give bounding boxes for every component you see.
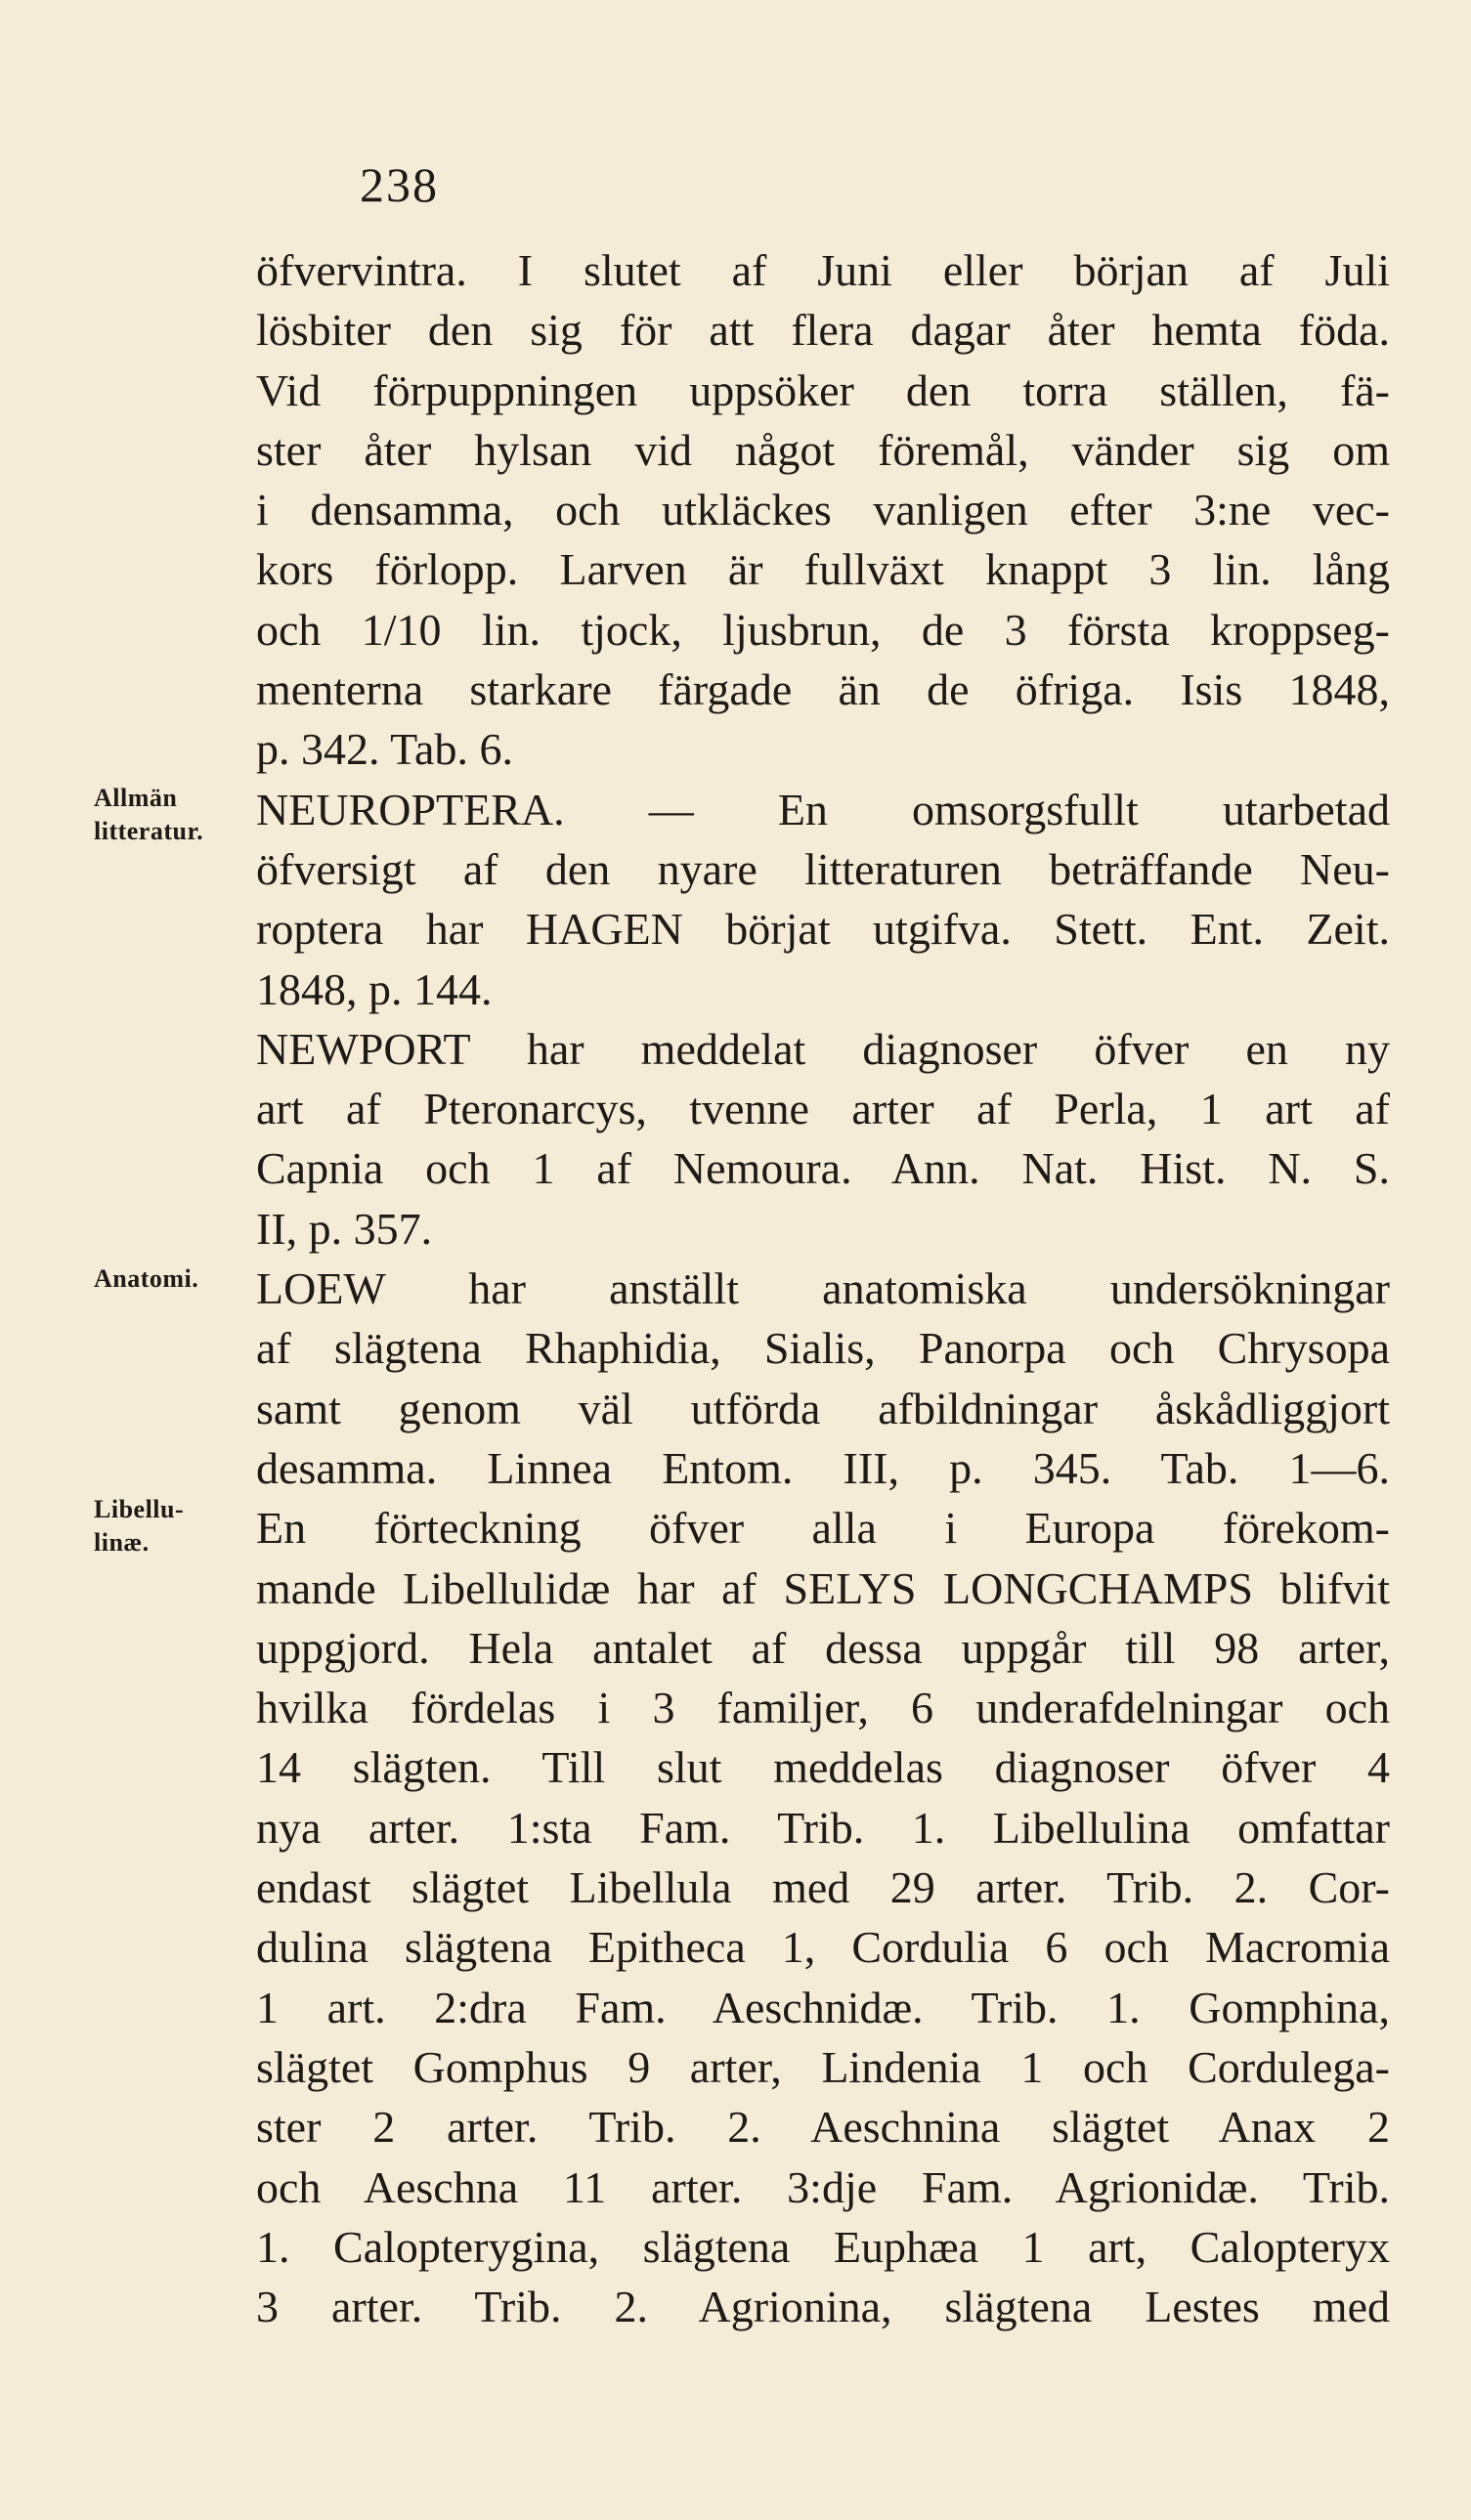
text-line: 1848, p. 144.: [256, 963, 493, 1014]
text-line: öfvervintra. I slutet af Juni eller början af Juli: [256, 245, 1390, 295]
text-line: II, p. 357.: [256, 1203, 433, 1254]
text-line: mande Libellulidæ har af SELYS LONGCHAMPS blifvit: [256, 1562, 1390, 1613]
text-line: 1. Calopterygina, slägtena Euphæa 1 art, Calopteryx: [256, 2221, 1390, 2272]
text-line: hvilka fördelas i 3 familjer, 6 underafdelningar och: [256, 1683, 1390, 1733]
margin-note-libellu-line1: Libellu-: [94, 1495, 185, 1523]
text-line: i densamma, och utkläckes vanligen efter 3:ne vec-: [256, 485, 1390, 535]
text-line: LOEW har anställt anatomiska undersökningar: [256, 1263, 1390, 1314]
margin-note-libellu-line2: linæ.: [94, 1528, 150, 1557]
text-line: af slägtena Rhaphidia, Sialis, Panorpa och Chrysopa: [256, 1323, 1390, 1374]
text-line: nya arter. 1:sta Fam. Trib. 1. Libellulina omfattar: [256, 1802, 1390, 1853]
page-number: 238: [360, 157, 439, 212]
text-line: desamma. Linnea Entom. III, p. 345. Tab. 1—6.: [256, 1442, 1390, 1493]
text-line: lösbiter den sig för att flera dagar åter hemta föda.: [256, 305, 1390, 356]
text-line: dulina slägtena Epitheca 1, Cordulia 6 och Macromia: [256, 1922, 1390, 1973]
text-line: slägtet Gomphus 9 arter, Lindenia 1 och Cordulega-: [256, 2041, 1390, 2092]
body-text: [256, 240, 1390, 2336]
text-line: Capnia och 1 af Nemoura. Ann. Nat. Hist. N. S.: [256, 1143, 1390, 1194]
margin-note-allman: [94, 782, 203, 848]
text-line: Vid förpuppningen uppsöker den torra ställen, fä-: [256, 364, 1390, 415]
text-line: NEUROPTERA. — En omsorgsfullt utarbetad: [256, 784, 1390, 834]
text-line: 3 arter. Trib. 2. Agrionina, slägtena Lestes med: [256, 2282, 1390, 2332]
text-line: ster åter hylsan vid något föremål, vänder sig om: [256, 424, 1390, 475]
text-line: öfversigt af den nyare litteraturen beträffande Neu-: [256, 843, 1390, 894]
text-line: samt genom väl utförda afbildningar åskådliggjort: [256, 1383, 1390, 1433]
margin-note-allman-line1: Allmän: [94, 784, 178, 812]
text-line: 1 art. 2:dra Fam. Aeschnidæ. Trib. 1. Gomphina,: [256, 1982, 1390, 2032]
text-line: 14 slägten. Till slut meddelas diagnoser öfver 4: [256, 1742, 1390, 1793]
text-line: art af Pteronarcys, tvenne arter af Perla, 1 art af: [256, 1084, 1390, 1134]
text-line: roptera har HAGEN börjat utgifva. Stett. Ent. Zeit.: [256, 904, 1390, 955]
text-line: p. 342. Tab. 6.: [256, 724, 513, 775]
text-line: kors förlopp. Larven är fullväxt knappt 3 lin. lång: [256, 544, 1390, 595]
text-line: menterna starkare färgade än de öfriga. Isis 1848,: [256, 664, 1390, 715]
text-line: En förteckning öfver alla i Europa förekom-: [256, 1503, 1390, 1554]
text-line: ster 2 arter. Trib. 2. Aeschnina slägtet Anax 2: [256, 2102, 1390, 2153]
text-line: endast slägtet Libellula med 29 arter. Trib. 2. Cor-: [256, 1862, 1390, 1913]
text-line: och 1/10 lin. tjock, ljusbrun, de 3 första kroppseg-: [256, 604, 1390, 655]
text-line: och Aeschna 11 arter. 3:dje Fam. Agrionidæ. Trib.: [256, 2161, 1390, 2212]
text-line: NEWPORT har meddelat diagnoser öfver en ny: [256, 1023, 1390, 1074]
text-line: uppgjord. Hela antalet af dessa uppgår till 98 arter,: [256, 1622, 1390, 1673]
margin-note-libellulinae: [94, 1493, 184, 1559]
margin-note-allman-line2: litteratur.: [94, 817, 204, 845]
margin-note-anatomi: Anatomi.: [94, 1264, 199, 1293]
